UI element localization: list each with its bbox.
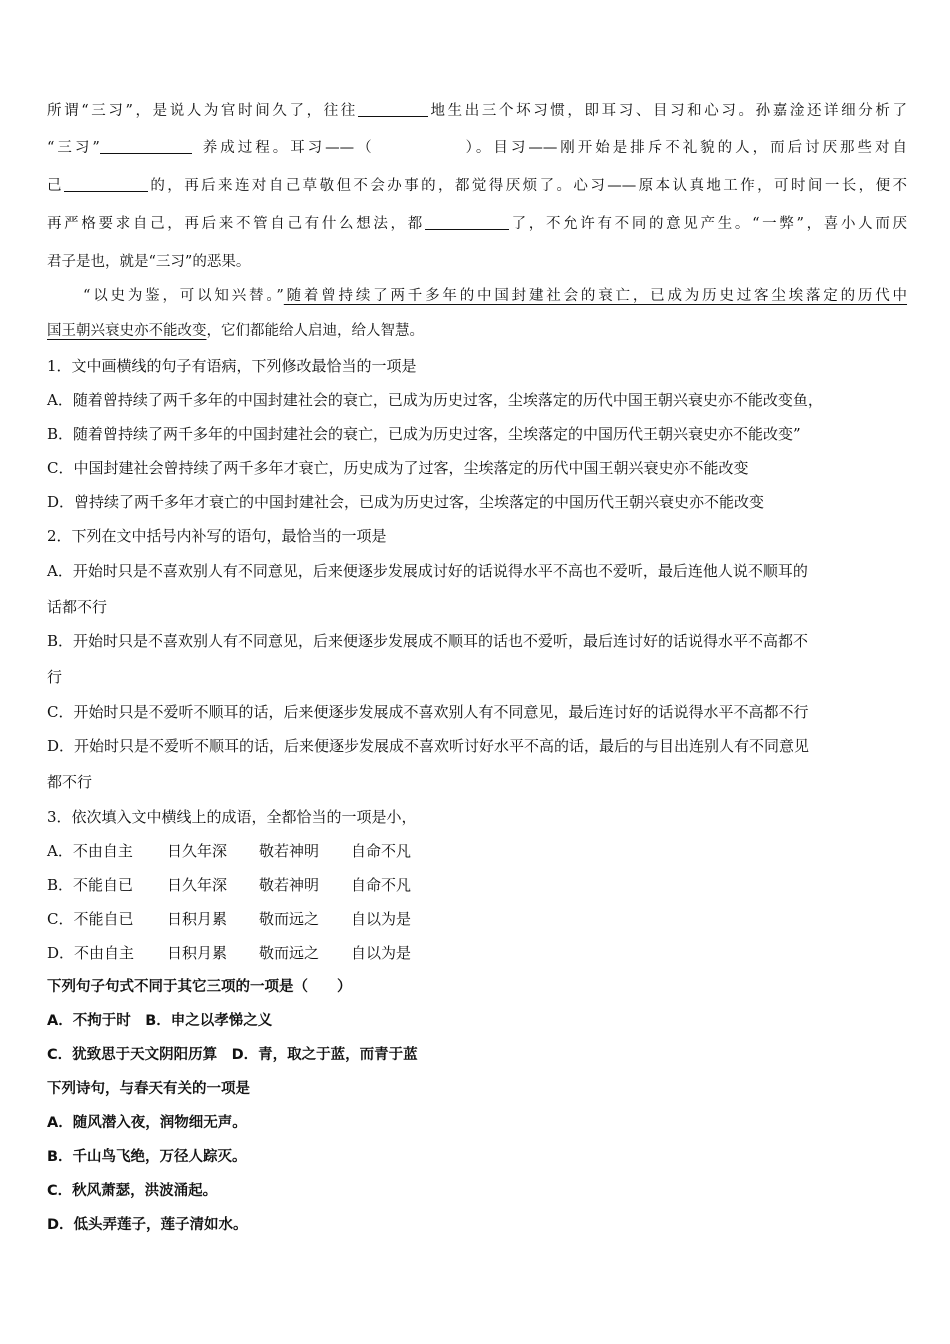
passage-line-1 — [47, 100, 907, 122]
idiom: 日积月累 — [167, 910, 228, 928]
passage-text: 了，不允许有不同的意见产生。“一弊”，喜小人而厌 — [508, 216, 907, 232]
question-3-option-c — [47, 908, 907, 930]
underlined-sentence: 国王朝兴衰史亦不能改变 — [47, 323, 207, 339]
question-5-option-d: D．低头弄莲子，莲子清如水。 — [47, 1217, 248, 1233]
idiom: B．不能自已 — [47, 876, 134, 894]
question-4-options-row-2: C．犹致思于天文阴阳历算 D．青，取之于蓝，而青于蓝 — [47, 1047, 418, 1063]
question-1-stem: 1．文中画横线的句子有语病，下列修改最恰当的一项是 — [47, 357, 417, 375]
question-2-option-d: D．开始时只是不爱听不顺耳的话，后来便逐步发展成不喜欢听讨好水平不高的话，最后的与目出连别人有不同意见 — [47, 737, 810, 755]
passage-text: “以史为鉴，可以知兴替。” — [83, 288, 284, 304]
passage-line-4 — [47, 213, 907, 235]
idiom: 自以为是 — [351, 910, 412, 928]
idiom: 敬而远之 — [259, 910, 320, 928]
question-2-stem: 2．下列在文中括号内补写的语句，最恰当的一项是 — [47, 527, 387, 545]
question-5-option-c: C．秋风萧瑟，洪波涌起。 — [47, 1183, 218, 1199]
question-5-option-a: A．随风潜入夜，润物细无声。 — [47, 1115, 247, 1131]
question-1-option-d: D．曾持续了两千多年才衰亡的中国封建社会，已成为历史过客，尘埃落定的中国历代王朝兴衰史亦不能改变 — [47, 493, 765, 511]
idiom: 敬而远之 — [259, 944, 320, 962]
idiom: 自以为是 — [351, 944, 412, 962]
passage-line-6 — [83, 285, 907, 307]
question-3-option-b — [47, 874, 907, 896]
question-2-option-a: A．开始时只是不喜欢别人有不同意见，后来便逐步发展成讨好的话说得水平不高也不爱听，最后连他人说不顺耳的 — [47, 562, 808, 580]
idiom: 敬若神明 — [259, 876, 320, 894]
question-2-option-b: B．开始时只是不喜欢别人有不同意见，后来便逐步发展成不顺耳的话也不爱听，最后连讨好的话说得水平不高都不 — [47, 632, 809, 650]
passage-text: 的，再后来连对自己草敬但不会办事的，都觉得厌烦了。心习——原本认真地工作，可时间一长，便不 — [147, 178, 908, 194]
underlined-sentence: 随着曾持续了两千多年的中国封建社会的衰亡，已成为历史过客尘埃落定的历代中 — [283, 288, 908, 304]
idiom: 自命不凡 — [351, 842, 412, 860]
passage-line-3 — [47, 175, 907, 197]
question-4-stem: 下列句子句式不同于其它三项的一项是（ ） — [47, 979, 352, 995]
passage-text: 己 — [47, 178, 64, 194]
question-5-option-b: B．千山鸟飞绝，万径人踪灭。 — [47, 1149, 247, 1165]
question-3-stem: 3．依次填入文中横线上的成语，全都恰当的一项是小， — [47, 808, 417, 826]
question-2-option-c: C．开始时只是不爱听不顺耳的话，后来便逐步发展成不喜欢别人有不同意见，最后连讨好的话说得水平不高都不行 — [47, 703, 809, 721]
idiom: 日积月累 — [167, 944, 228, 962]
fill-blank — [425, 214, 509, 230]
passage-text: ，它们都能给人启迪，给人智慧。 — [206, 323, 424, 339]
passage-line-5: 君子是也，就是“三习”的恶果。 — [47, 254, 251, 270]
passage-line-7 — [47, 320, 907, 342]
idiom: C．不能自已 — [47, 910, 134, 928]
passage-text: ）。目习——刚开始是排斥不礼貌的人，而后讨厌那些对自 — [462, 140, 908, 156]
idiom: D．不由自主 — [47, 944, 135, 962]
question-2-option-b-cont: 行 — [47, 668, 63, 686]
question-1-option-c: C．中国封建社会曾持续了两千多年才衰亡，历史成为了过客，尘埃落定的历代中国王朝兴衰史亦不能改变 — [47, 459, 749, 477]
idiom: 敬若神明 — [259, 842, 320, 860]
question-5-stem: 下列诗句，与春天有关的一项是 — [47, 1081, 250, 1097]
question-1-option-a: A．随着曾持续了两千多年的中国封建社会的衰亡，已成为历史过客，尘埃落定的历代中国王朝兴衰史亦不能改变鱼， — [47, 391, 823, 409]
fill-blank — [358, 101, 428, 117]
fill-blank — [64, 176, 148, 192]
passage-text: 地生出三个坏习惯，即耳习、目习和心习。孙嘉淦还详细分析了 — [427, 103, 908, 119]
question-2-option-a-cont: 话都不行 — [47, 598, 108, 616]
question-4-options-row-1: A．不拘于时 B．申之以孝悌之义 — [47, 1013, 273, 1029]
idiom: A．不由自主 — [47, 842, 133, 860]
question-1-option-b: B．随着曾持续了两千多年的中国封建社会的衰亡，已成为历史过客，尘埃落定的中国历代王朝兴衰史亦不能改变” — [47, 425, 801, 443]
question-2-option-d-cont: 都不行 — [47, 773, 93, 791]
idiom: 日久年深 — [167, 876, 228, 894]
idiom: 日久年深 — [167, 842, 228, 860]
passage-text: 所谓“三习”，是说人为官时间久了，往往 — [47, 103, 358, 119]
passage-text: “三习” — [47, 140, 100, 156]
question-3-option-a — [47, 840, 907, 862]
passage-line-2 — [47, 137, 907, 159]
question-3-option-d — [47, 942, 907, 964]
fill-blank — [100, 138, 192, 154]
passage-text: 再严格要求自己，再后来不管自己有什么想法，都 — [47, 216, 425, 232]
passage-text: 养成过程。耳习——（ — [199, 140, 375, 156]
idiom: 自命不凡 — [351, 876, 412, 894]
